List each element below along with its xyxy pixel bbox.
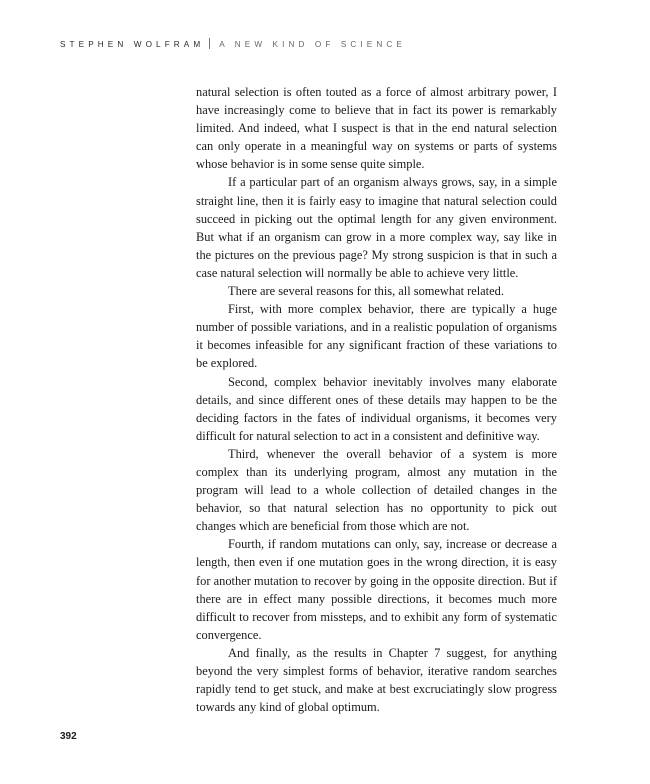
paragraph: natural selection is often touted as a force of almost arbitrary power, I have increasingly come to believe that in fact its power is remarkably limited. And indeed, what I suspect is that in the end natural selection can only operate in a meaningful way on systems or parts of systems whose behavior is in some sense quite simple.	[196, 85, 557, 172]
paragraph: Third, whenever the overall behavior of a system is more complex than its underlying program, almost any mutation in the program will lead to a whole collection of detailed changes in the behavior, so that natural selection has no opportunity to pick out changes which are beneficial from those which are not.	[196, 446, 557, 534]
paragraph: Fourth, if random mutations can only, say, increase or decrease a length, then even if one mutation goes in the wrong direction, it is easy for another mutation to recover by going in the opposite direction. But if there are in effect many possible directions, it becomes much more difficult to recover from missteps, and to exhibit any form of systematic convergence.	[196, 537, 557, 642]
running-head	[60, 38, 406, 49]
body-text	[196, 83, 557, 716]
running-head-author: STEPHEN WOLFRAM	[60, 40, 205, 49]
paragraph: First, with more complex behavior, there are typically a huge number of possible variations, and in a realistic population of organisms it becomes infeasible for any significant fraction of these variations to be explored.	[196, 302, 557, 371]
paragraph: And finally, as the results in Chapter 7 suggest, for anything beyond the very simplest forms of behavior, iterative random searches rapidly tend to get stuck, and make at best excruciatingly slow progress towards any kind of global optimum.	[196, 645, 557, 715]
paragraph: If a particular part of an organism always grows, say, in a simple straight line, then it is fairly easy to imagine that natural selection could succeed in picking out the optimal length for any given environment. But what if an organism can grow in a more complex way, say like in the pictures on the previous page? My strong suspicion is that in such a case natural selection will normally be able to achieve very little.	[196, 175, 557, 280]
running-head-divider	[209, 38, 210, 49]
page-number: 392	[60, 731, 77, 742]
paragraph: Second, complex behavior inevitably involves many elaborate details, and since different ones of these details may happen to be the deciding factors in the fates of individual organisms, it becomes very difficult for natural selection to act in a consistent and definitive way.	[196, 374, 557, 443]
running-head-book-title: A NEW KIND OF SCIENCE	[219, 40, 406, 49]
paragraph: There are several reasons for this, all somewhat related.	[228, 284, 504, 299]
